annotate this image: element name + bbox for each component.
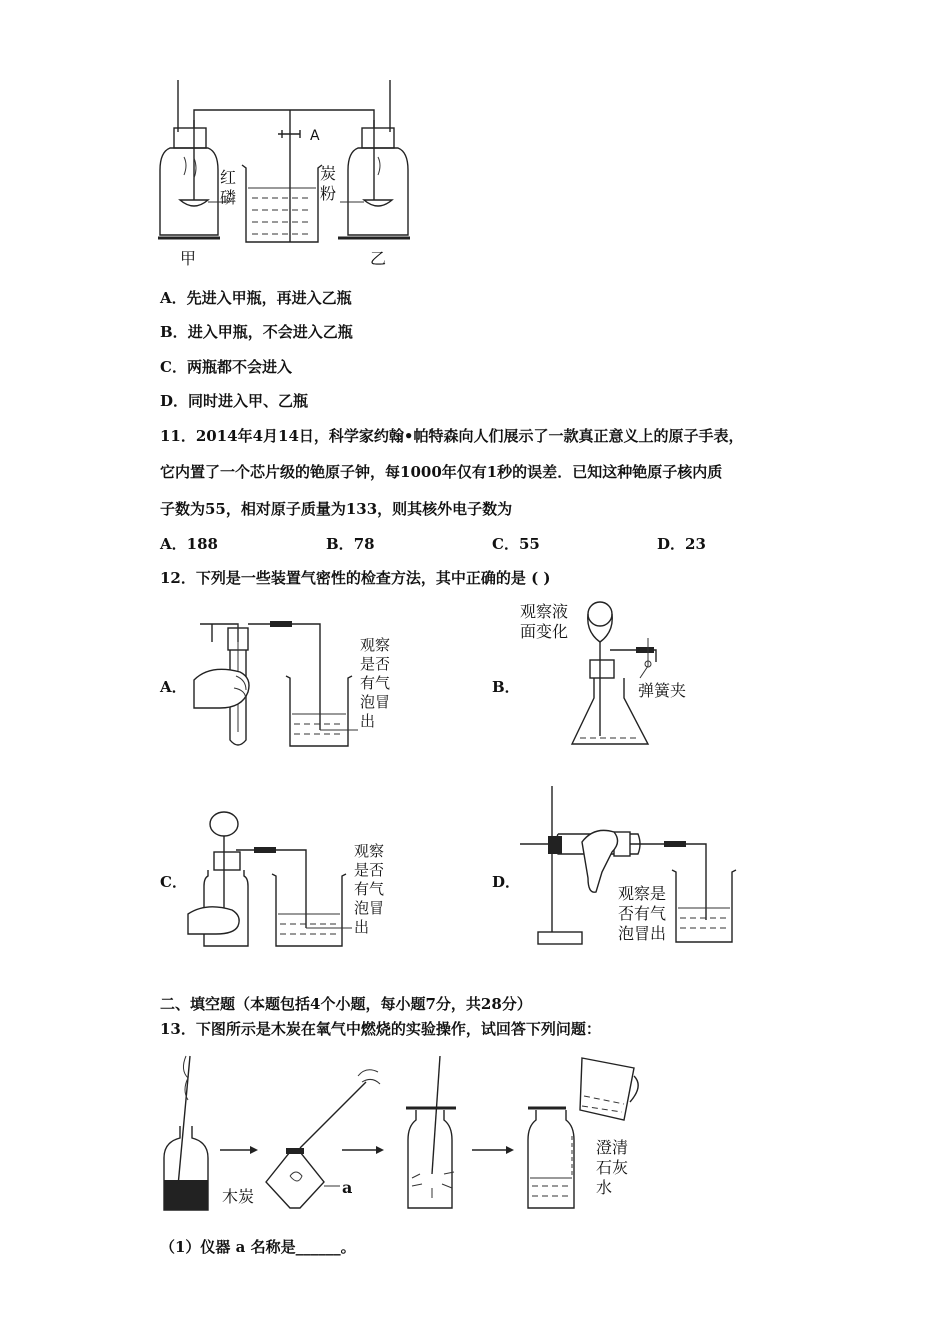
- q10-option-d[interactable]: D．同时进入甲、乙瓶: [160, 392, 309, 410]
- q12-figure-b: [516, 598, 716, 758]
- label-charcoal-powder: 炭粉: [320, 164, 337, 203]
- q12-option-b-letter[interactable]: B．: [492, 678, 520, 696]
- q11-option-b[interactable]: B．78: [326, 535, 375, 553]
- q11-stem-line3: 子数为55，相对原子质量为133，则其核外电子数为: [160, 500, 513, 518]
- q10-option-a[interactable]: A．先进入甲瓶，再进入乙瓶: [160, 289, 352, 307]
- q12-d-observe-label: 观察是 否有气 泡冒出: [618, 884, 667, 943]
- label-red-phosphorus: 红磷: [220, 168, 237, 207]
- q12-a-observe-label: 观察 是否 有气 泡冒 出: [360, 636, 391, 730]
- q11-stem-line1: 11．2014年4月14日，科学家约翰•帕特森向人们展示了一款真正意义上的原子手表，: [160, 427, 744, 445]
- q10-option-b[interactable]: B．进入甲瓶，不会进入乙瓶: [160, 323, 353, 341]
- q12-option-c-letter[interactable]: C．: [160, 873, 187, 891]
- label-bottle-yi: 乙: [370, 249, 387, 268]
- q12-b-spring-clip-label: 弹簧夹: [638, 681, 687, 700]
- label-A: A: [310, 128, 320, 144]
- q11-option-d[interactable]: D．23: [657, 535, 706, 553]
- label-bottle-jia: 甲: [180, 249, 197, 268]
- q10-option-c[interactable]: C．两瓶都不会进入: [160, 358, 292, 376]
- q12-stem: 12．下列是一些装置气密性的检查方法，其中正确的是 ( ): [160, 569, 551, 587]
- q12-figure-a: [190, 612, 410, 757]
- q11-option-a[interactable]: A．188: [160, 535, 218, 553]
- q12-b-observe-label: 观察液 面变化: [520, 602, 569, 641]
- q11-option-c[interactable]: C．55: [492, 535, 540, 553]
- q13-stem: 13．下图所示是木炭在氧气中燃烧的实验操作，试回答下列问题：: [160, 1020, 601, 1038]
- q11-stem-line2: 它内置了一个芯片级的铯原子钟，每1000年仅有1秒的误差．已知这种铯原子核内质: [160, 463, 723, 481]
- q13-instrument-a-label: a: [342, 1178, 353, 1197]
- q12-figure-c: [186, 806, 406, 956]
- top-apparatus-figure: [150, 70, 430, 270]
- q13-limewater-label: 澄清 石灰 水: [596, 1138, 629, 1197]
- q13-subquestion-1: （1）仪器 a 名称是______。: [160, 1238, 356, 1256]
- section2-heading: 二、填空题（本题包括4个小题，每小题7分，共28分）: [160, 995, 532, 1013]
- q12-option-d-letter[interactable]: D．: [492, 873, 521, 891]
- q12-figure-d: [518, 782, 748, 952]
- top-apparatus-drawing: [150, 70, 430, 270]
- q12-c-observe-label: 观察 是否 有气 泡冒 出: [354, 842, 385, 936]
- q13-charcoal-label: 木炭: [222, 1187, 255, 1206]
- q13-figure: [150, 1046, 650, 1221]
- q12-option-a-letter[interactable]: A．: [160, 678, 187, 696]
